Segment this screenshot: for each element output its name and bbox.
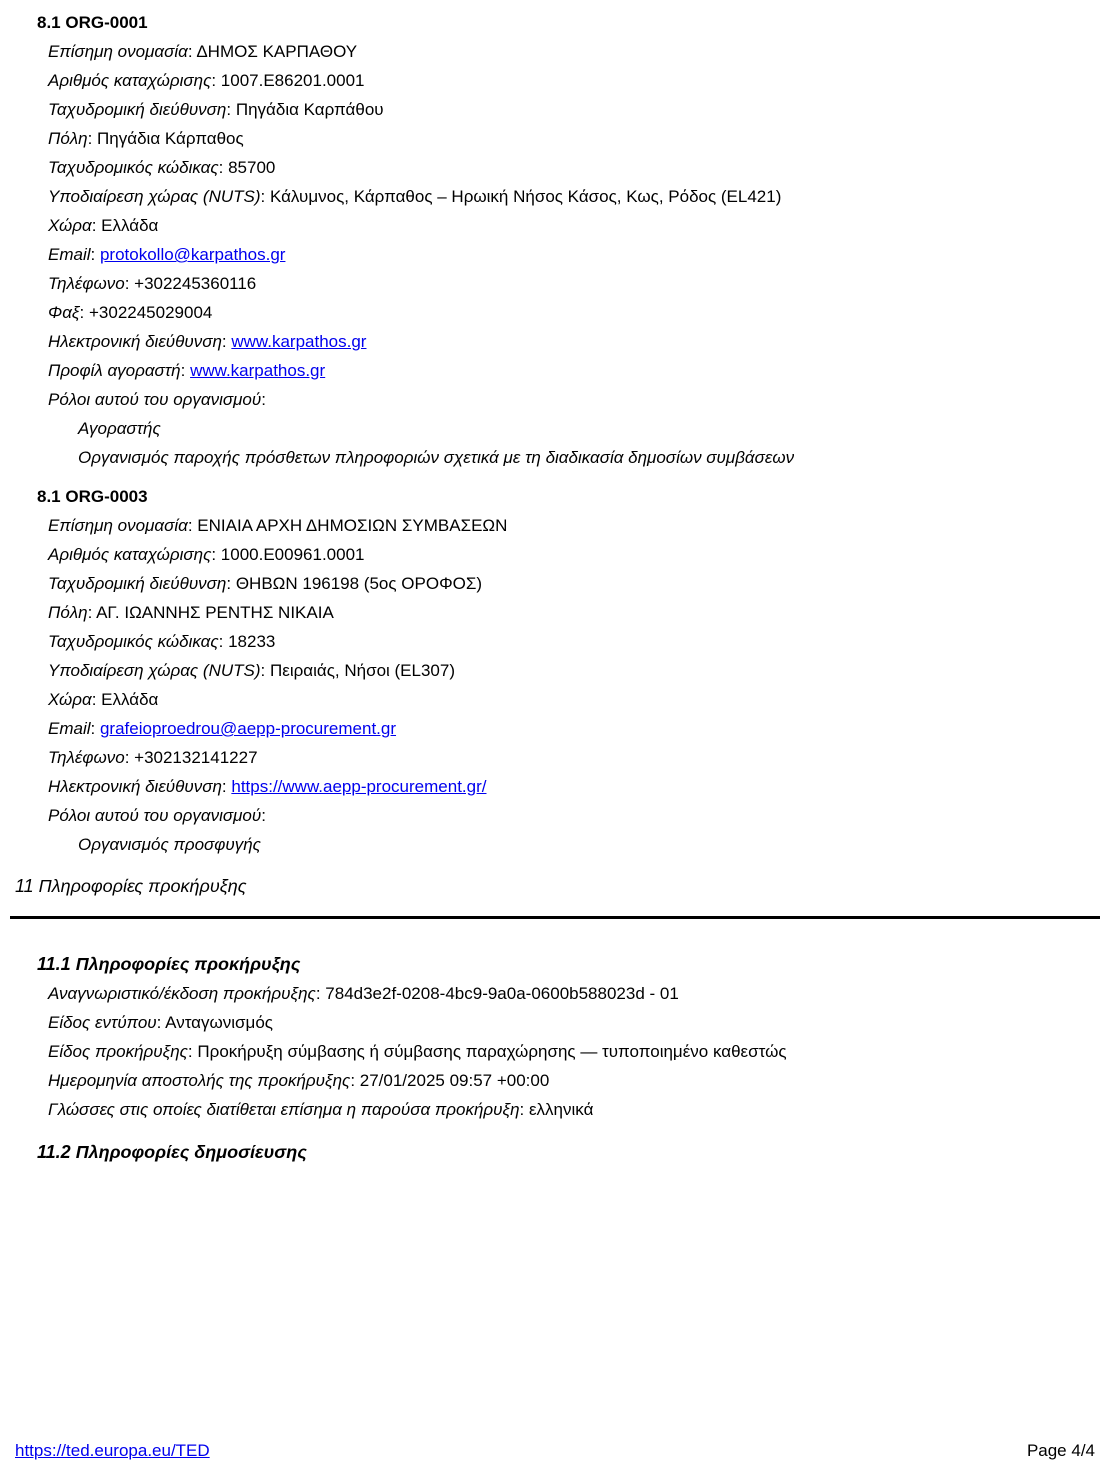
field-value: 18233 [228,632,276,651]
field-line [48,743,1095,772]
section-11-heading: 11 Πληροφορίες προκήρυξης [15,876,247,896]
field-label: Φαξ [48,303,80,322]
field-line [48,385,1095,414]
field-line [48,95,1095,124]
field-separator: : [187,42,197,61]
field-value: +302245029004 [88,303,213,322]
field-label: Υποδιαίρεση χώρας (NUTS) [48,187,261,206]
section-11-2-heading: 11.2 Πληροφορίες δημοσίευσης [37,1142,307,1162]
field-label: Τηλέφωνο [48,748,125,767]
field-line [48,979,1095,1008]
field-label: Ηλεκτρονική διεύθυνση [48,777,222,796]
field-label: Επίσημη ονομασία [48,516,188,535]
field-line [48,1066,1095,1095]
org-section [37,482,1095,859]
field-line [48,124,1095,153]
organisation-sections [15,8,1095,859]
field-separator: : [87,603,97,622]
field-line [48,356,1095,385]
field-separator: : [90,719,100,738]
field-separator: : [226,574,236,593]
field-label: Ρόλοι αυτού του οργανισμού [48,806,262,825]
field-separator: : [156,1013,166,1032]
org-role-item: Οργανισμός προσφυγής [78,835,261,854]
field-line [48,327,1095,356]
field-line [48,627,1095,656]
field-value: +302132141227 [134,748,258,767]
field-line [48,801,1095,830]
field-label: Προφίλ αγοραστή [48,361,181,380]
field-line [48,1095,1095,1124]
field-link[interactable]: https://www.aepp-procurement.gr/ [231,777,487,796]
field-label: Επίσημη ονομασία [48,42,188,61]
field-label: Email [48,719,91,738]
field-value: Ελλάδα [101,690,159,709]
field-link[interactable]: grafeioproedrou@aepp-procurement.gr [99,719,397,738]
field-value: 27/01/2025 09:57 +00:00 [359,1071,550,1090]
notice-information-fields [37,979,1095,1124]
field-label: Αναγνωριστικό/έκδοση προκήρυξης [48,984,316,1003]
field-value: ΕΝΙΑΙΑ ΑΡΧΗ ΔΗΜΟΣΙΩΝ ΣΥΜΒΑΣΕΩΝ [197,516,508,535]
field-value: Πειραιάς, Νήσοι (EL307) [269,661,456,680]
field-value: ΔΗΜΟΣ ΚΑΡΠΑΘΟΥ [196,42,358,61]
field-label: Πόλη [48,603,88,622]
org-section-heading: 8.1 ORG-0003 [37,487,148,506]
field-separator: : [211,545,221,564]
field-line [48,240,1095,269]
org-section-heading: 8.1 ORG-0001 [37,13,148,32]
field-separator: : [187,516,198,535]
field-separator: : [261,806,266,825]
field-separator: : [211,71,221,90]
field-label: Τηλέφωνο [48,274,125,293]
field-value: Πηγάδια Κάρπαθος [97,129,244,148]
field-line [48,656,1095,685]
field-line [48,269,1095,298]
field-label: Είδος εντύπου [48,1013,157,1032]
field-label: Χώρα [48,690,92,709]
field-value: ΑΓ. ΙΩΑΝΝΗΣ ΡΕΝΤΗΣ ΝΙΚΑΙΑ [96,603,334,622]
field-line [48,772,1095,801]
org-role-item: Αγοραστής [78,419,161,438]
field-line [48,1008,1095,1037]
field-separator: : [221,332,232,351]
field-label: Ταχυδρομική διεύθυνση [48,574,227,593]
field-label: Χώρα [48,216,92,235]
field-value: 85700 [228,158,276,177]
field-value: Ανταγωνισμός [165,1013,273,1032]
field-separator: : [221,777,232,796]
field-line [48,211,1095,240]
field-line [48,511,1095,540]
field-separator: : [260,187,270,206]
field-label: Υποδιαίρεση χώρας (NUTS) [48,661,261,680]
field-value: 1000.E00961.0001 [220,545,365,564]
field-label: Ταχυδρομικός κώδικας [48,158,219,177]
field-line [48,182,1095,211]
field-label: Ημερομηνία αποστολής της προκήρυξης [48,1071,351,1090]
field-line [48,1037,1095,1066]
field-separator: : [90,245,100,264]
field-label: Ταχυδρομικός κώδικας [48,632,219,651]
ted-footer-link[interactable]: https://ted.europa.eu/TED [15,1441,210,1460]
page-number: Page 4/4 [1026,1441,1095,1460]
field-label: Ηλεκτρονική διεύθυνση [48,332,222,351]
field-value: Κάλυμνος, Κάρπαθος – Ηρωική Νήσος Κάσος, Κως, Ρόδος (EL421) [269,187,782,206]
field-separator: : [187,1042,198,1061]
field-separator: : [87,129,98,148]
field-value: Ελλάδα [101,216,159,235]
section-divider [10,916,1100,919]
field-separator: : [519,1100,529,1119]
field-separator: : [260,661,270,680]
field-label: Αριθμός καταχώρισης [48,71,212,90]
field-line [48,298,1095,327]
field-separator: : [226,100,236,119]
field-value: +302245360116 [134,274,257,293]
field-separator: : [124,274,135,293]
field-value: Προκήρυξη σύμβασης ή σύμβασης παραχώρησης — τυποποιημένο καθεστώς [197,1042,787,1061]
field-value: ΘΗΒΩΝ 196198 (5ος ΟΡΟΦΟΣ) [235,574,483,593]
field-line [48,569,1095,598]
field-label: Αριθμός καταχώρισης [48,545,212,564]
field-value: 1007.E86201.0001 [220,71,365,90]
field-line [48,540,1095,569]
field-line [48,685,1095,714]
field-separator: : [91,690,102,709]
field-link[interactable]: www.karpathos.gr [190,361,326,380]
field-separator: : [79,303,89,322]
field-line [48,598,1095,627]
field-line [48,66,1095,95]
field-label: Πόλη [48,129,88,148]
field-value: ελληνικά [528,1100,594,1119]
field-separator: : [315,984,326,1003]
field-label: Είδος προκήρυξης [48,1042,188,1061]
field-separator: : [91,216,102,235]
field-label: Ρόλοι αυτού του οργανισμού [48,390,262,409]
field-link[interactable]: www.karpathos.gr [231,332,367,351]
field-link[interactable]: protokollo@karpathos.gr [99,245,286,264]
field-value: 784d3e2f-0208-4bc9-9a0a-0600b588023d - 01 [325,984,679,1003]
field-line [48,714,1095,743]
field-value: Πηγάδια Καρπάθου [235,100,384,119]
field-separator: : [261,390,266,409]
field-separator: : [350,1071,360,1090]
field-separator: : [180,361,191,380]
field-separator: : [218,632,229,651]
field-separator: : [218,158,229,177]
field-line [48,153,1095,182]
field-label: Γλώσσες στις οποίες διατίθεται επίσημα η παρούσα προκήρυξη [48,1100,520,1119]
org-role-item: Οργανισμός παροχής πρόσθετων πληροφοριών σχετικά με τη διαδικασία δημοσίων συμβάσεων [78,448,795,467]
org-section [37,8,1095,472]
field-line [48,37,1095,66]
field-label: Email [48,245,91,264]
field-separator: : [124,748,135,767]
page-footer [15,1436,1095,1465]
field-label: Ταχυδρομική διεύθυνση [48,100,227,119]
section-11-1-heading: 11.1 Πληροφορίες προκήρυξης [37,954,301,974]
